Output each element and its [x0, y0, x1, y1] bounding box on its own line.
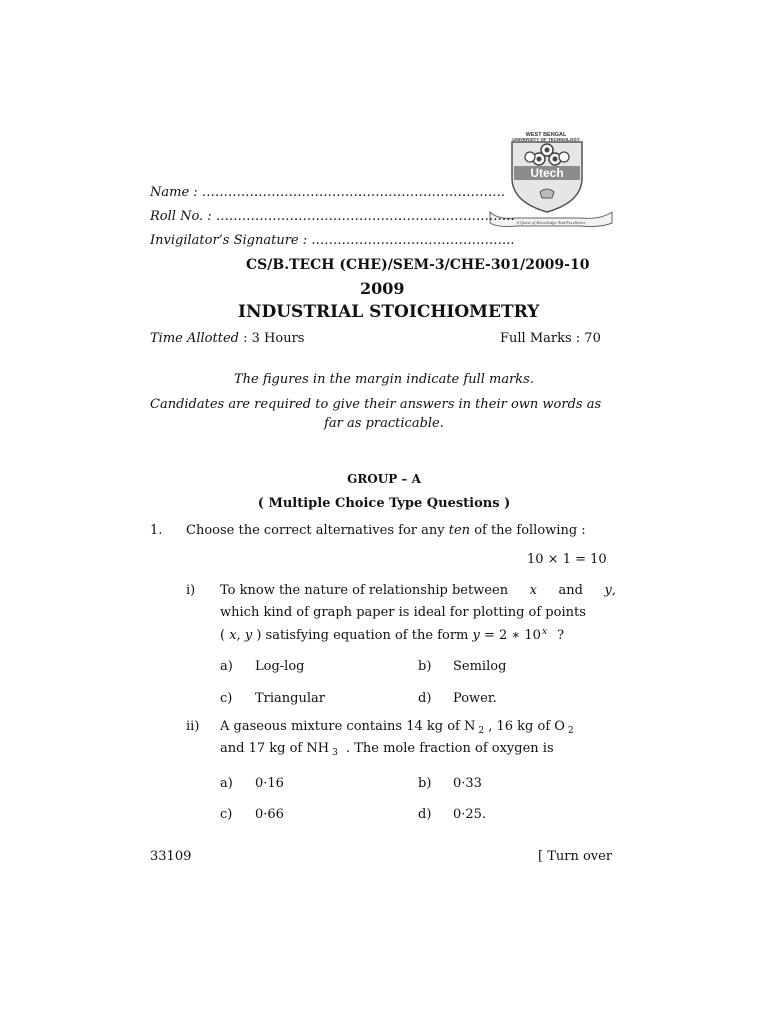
subq-ii-line-1-a: A gaseous mixture contains 14 kg of N — [220, 719, 476, 734]
group-title: GROUP – A — [347, 472, 421, 486]
time-value: : 3 Hours — [243, 331, 305, 346]
subq-i-option-a-label: a) — [220, 659, 233, 674]
roll-field — [150, 209, 515, 224]
signature-field — [150, 233, 515, 248]
paper-code: CS/B.TECH (CHE)/SEM-3/CHE-301/2009-10 — [246, 257, 590, 273]
subq-i-option-c-label: c) — [220, 691, 233, 706]
full-marks: Full Marks : 70 — [500, 331, 601, 346]
page-code: 33109 — [150, 849, 192, 864]
logo-university-text: WEST BENGAL — [525, 132, 567, 138]
name-label: Name : — [150, 185, 198, 200]
subscript-n2: 2 — [478, 726, 485, 736]
name-dots: ……………………………………………………………. — [201, 185, 505, 200]
name-field — [150, 185, 505, 200]
subq-i-line-3 — [220, 627, 564, 643]
instruction-line-1: The figures in the margin indicate full marks. — [233, 372, 534, 387]
question-1-text-a: Choose the correct alternatives for any — [186, 523, 445, 538]
equation-y: y — [472, 628, 480, 643]
subscript-o2: 2 — [567, 726, 574, 736]
logo-motto: A Quest of Knowledge And Excellence — [516, 220, 586, 225]
question-mark: ? — [557, 628, 565, 643]
subq-i-line-1 — [220, 583, 616, 598]
subq-ii-option-c-label: c) — [220, 807, 233, 822]
time-label: Time Allotted — [150, 331, 239, 346]
equation-rhs: = 2 ∗ 10 — [484, 628, 541, 643]
subq-ii-option-d-text: 0·25. — [453, 807, 487, 822]
roll-dots: …………………………………………………………… — [215, 209, 515, 224]
variables-xy: x, y — [229, 628, 253, 643]
variable-x: x — [529, 583, 537, 598]
subq-i-option-b-label: b) — [418, 659, 432, 674]
instruction-line-2: Candidates are required to give their answers in their own words as — [150, 397, 602, 412]
subq-i-option-d-text: Power. — [453, 691, 497, 706]
subq-ii-option-a-text: 0·16 — [255, 776, 284, 791]
roll-label: Roll No. : — [150, 209, 212, 224]
instruction-line-3: far as practicable. — [324, 416, 444, 431]
subq-ii-number: ii) — [186, 719, 200, 734]
comma: , — [611, 583, 616, 598]
question-1-ten: ten — [448, 523, 471, 538]
question-1-text — [186, 523, 586, 538]
subq-i-option-d-label: d) — [418, 691, 432, 706]
subq-i-option-b-text: Semilog — [453, 659, 507, 674]
subq-ii-line-1 — [220, 719, 574, 736]
subscript-nh3: 3 — [332, 748, 338, 758]
variable-y: y — [604, 583, 612, 598]
subq-ii-option-a-label: a) — [220, 776, 233, 791]
signature-label: Invigilator’s Signature : — [150, 233, 308, 248]
turn-over: [ Turn over — [538, 849, 613, 864]
subq-ii-option-b-text: 0·33 — [453, 776, 482, 791]
paper-title: INDUSTRIAL STOICHIOMETRY — [238, 302, 540, 322]
subq-i-line-1-text: To know the nature of relationship between — [220, 583, 509, 598]
subq-ii-line-2 — [220, 741, 554, 758]
question-1-text-b: of the following : — [474, 523, 586, 538]
group-subtitle: ( Multiple Choice Type Questions ) — [257, 496, 511, 511]
subq-i-option-c-text: Triangular — [255, 691, 325, 706]
subq-i-option-a-text: Log-log — [255, 659, 305, 674]
exam-year: 2009 — [360, 279, 405, 298]
subq-ii-option-c-text: 0·66 — [255, 807, 284, 822]
subq-i-number: i) — [186, 583, 196, 598]
equation-exponent: x — [541, 627, 548, 637]
time-allotted — [150, 331, 304, 346]
paren-open: ( — [220, 628, 226, 643]
subq-ii-option-b-label: b) — [418, 776, 432, 791]
subq-ii-line-1-b: , 16 kg of O — [488, 719, 565, 734]
subq-i-line-3-text: ) satisfying equation of the form — [256, 628, 469, 643]
logo-name: Utech — [530, 166, 564, 180]
subq-ii-option-d-label: d) — [418, 807, 432, 822]
subq-ii-line-2-b: . The mole fraction of oxygen is — [345, 741, 554, 756]
question-1-marks: 10 × 1 = 10 — [527, 552, 607, 567]
signature-dots: ……………………………………….. — [311, 233, 515, 248]
word-and: and — [558, 583, 583, 598]
question-1-number: 1. — [150, 523, 163, 538]
subq-ii-line-2-a: and 17 kg of NH — [220, 741, 330, 756]
logo-university-text-2: UNIVERSITY OF TECHNOLOGY — [512, 137, 580, 142]
subq-i-line-2: which kind of graph paper is ideal for plotting of points — [220, 605, 586, 620]
